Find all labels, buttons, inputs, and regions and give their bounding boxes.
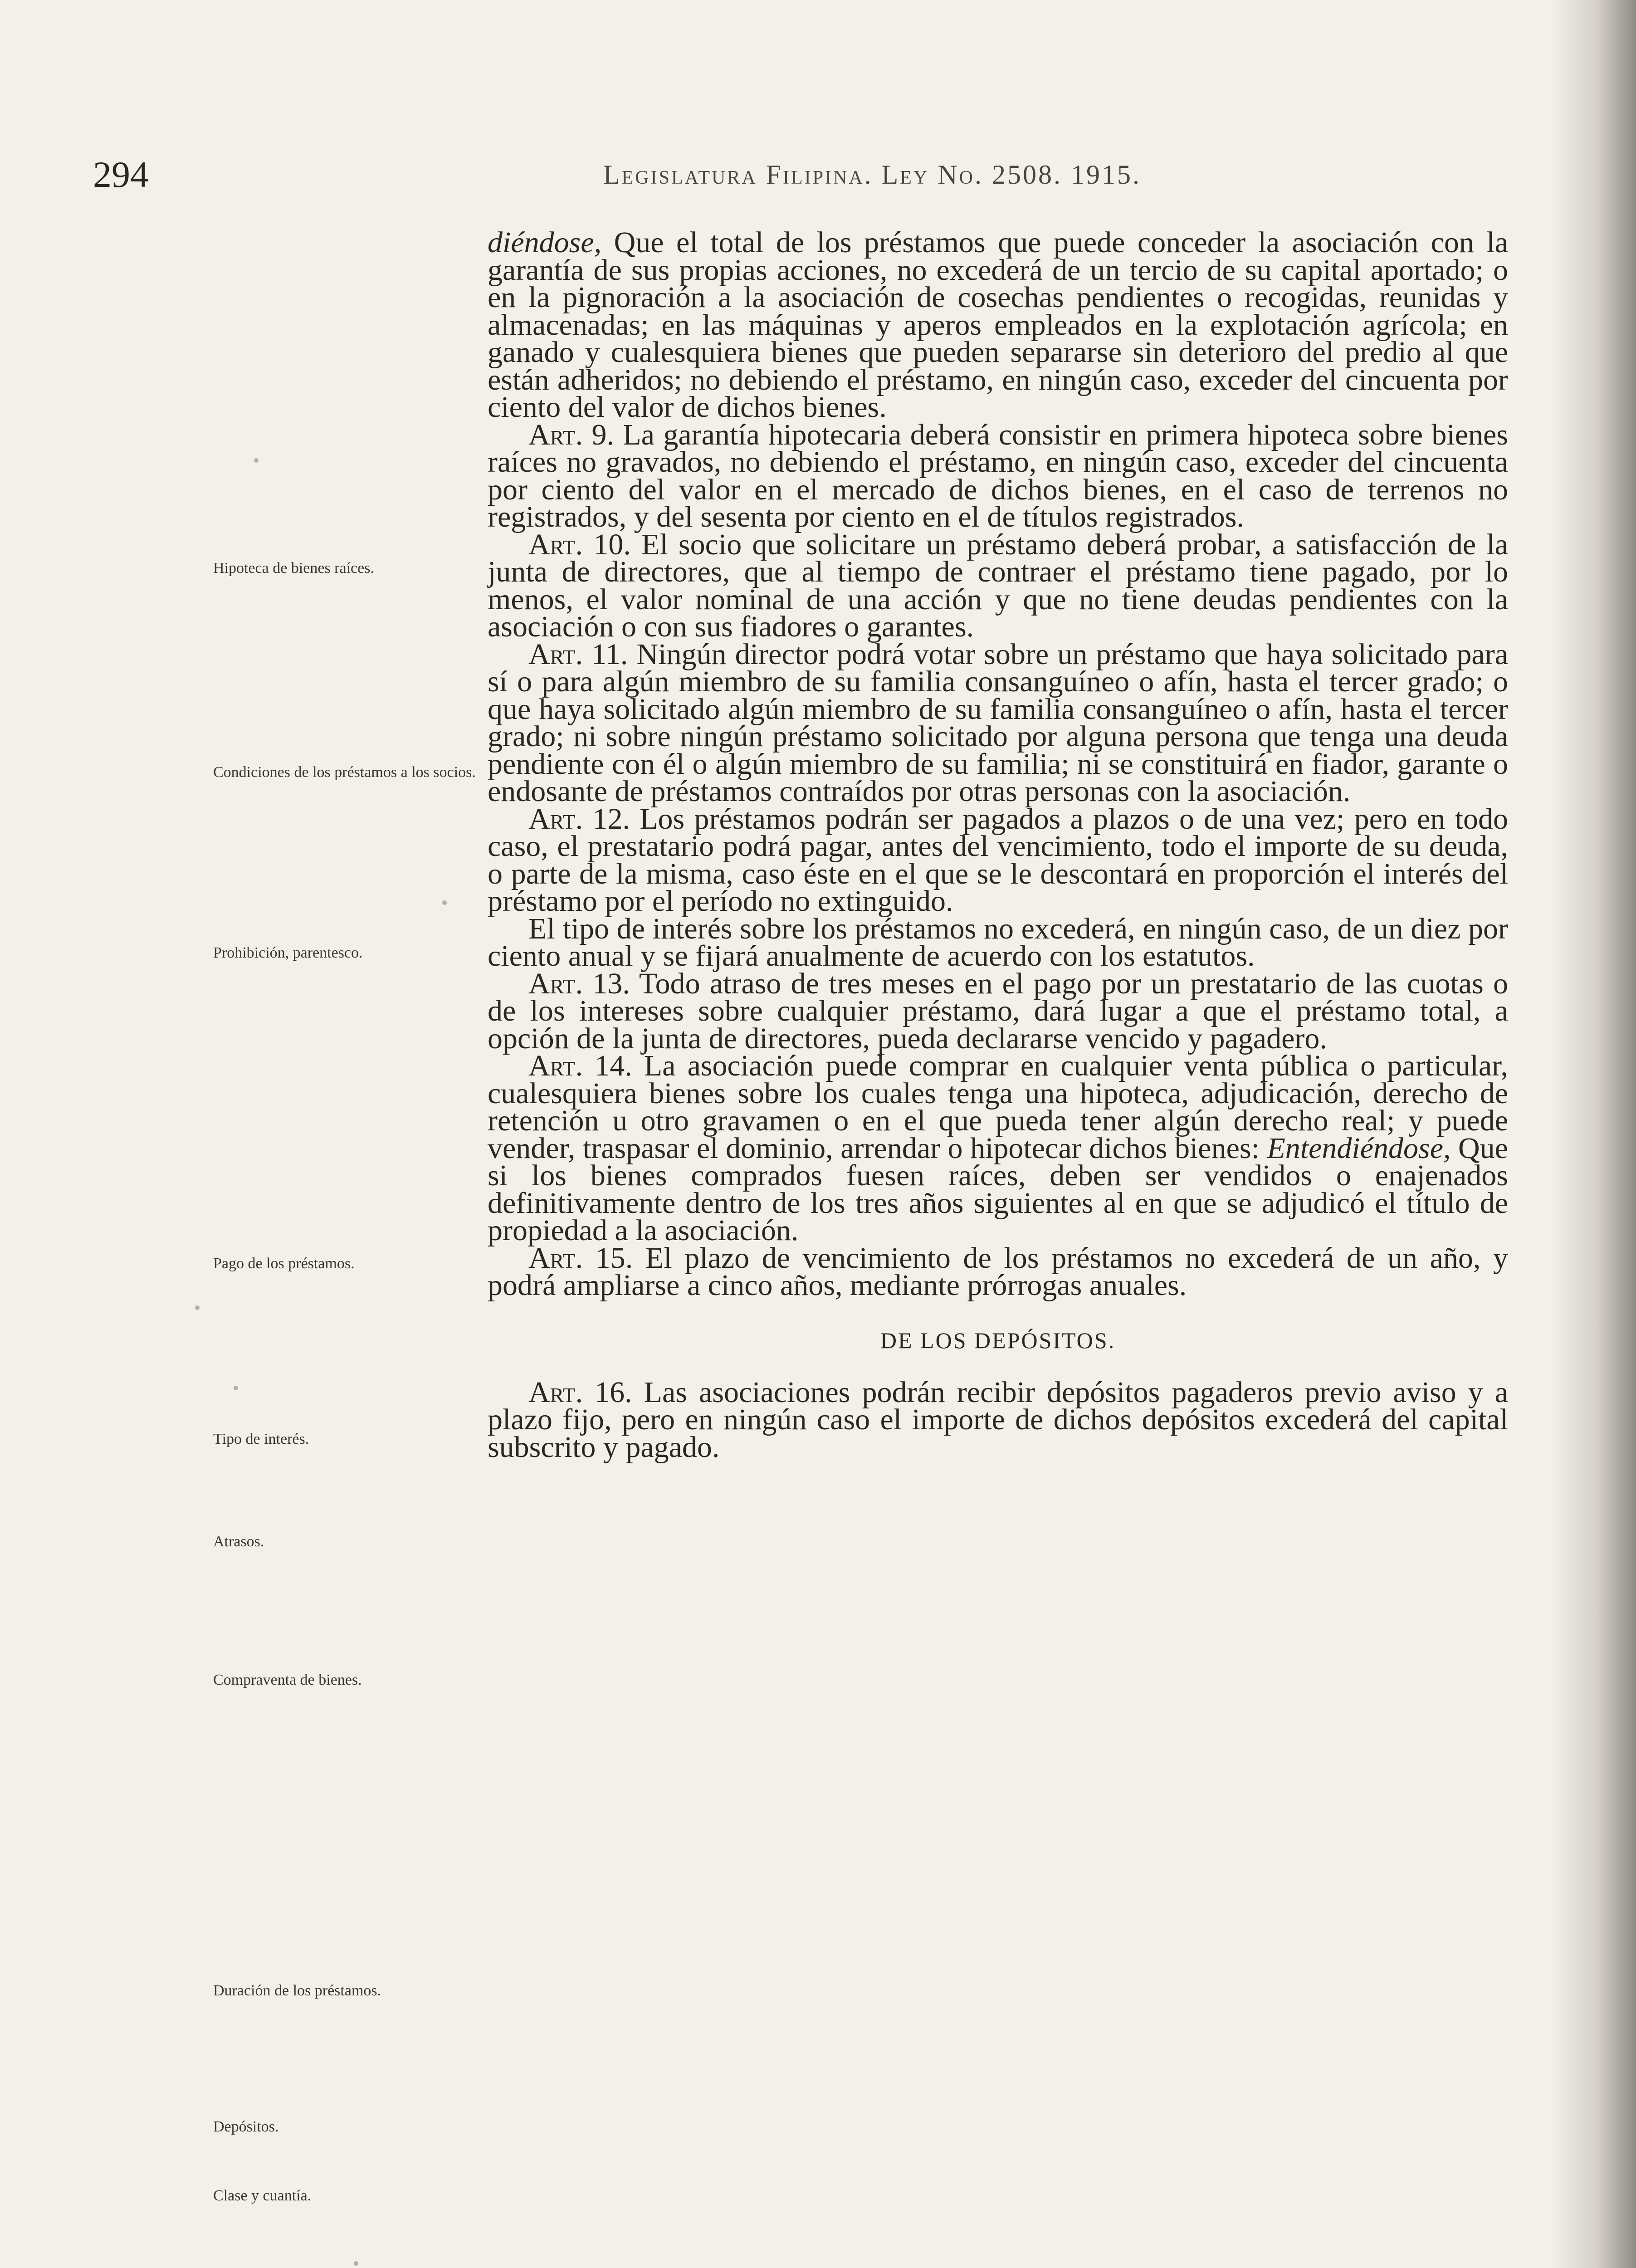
article-11 [488,637,1508,808]
paragraph-continuation [488,226,1508,424]
article-9 [488,418,1508,533]
article-16 [488,1375,1509,1464]
italic-term: diéndose, [488,226,602,259]
margin-note-condiciones: Condiciones de los préstamos a los socios. [213,764,476,781]
margin-note-clase-cuantia: Clase y cuantía. [213,2187,312,2204]
article-label: Art. 12. [528,802,630,836]
article-label: Art. 16. [528,1375,632,1409]
margin-note-depositos: Depósitos. [213,2118,279,2135]
italic-term: Entendiéndose, [1267,1131,1451,1165]
main-text [488,226,1509,1464]
page-number: 294 [93,154,149,195]
paper-speck [442,900,447,905]
article-text: El socio que solicitare un préstamo deberá probar, a satisfacción de la junta de directores, que al tiempo de contraer el préstamo tiene pagado, por lo menos, el valor nominal de una acción y que no tiene deudas pendientes con la asociación o con sus fiadores o garantes. [488,528,1508,643]
paper-speck [195,1305,200,1310]
margin-note-prohibicion: Prohibición, parentesco. [213,944,363,961]
margin-note-compraventa: Compraventa de bienes. [213,1672,362,1688]
page-edge-shadow [1550,0,1636,2268]
article-label: Art. 15. [528,1241,633,1275]
article-15 [488,1241,1508,1302]
paragraph-text: El tipo de interés sobre los préstamos no excederá, en ningún caso, de un diez por ciento anual y se fijará anualmente de acuerdo con los estatutos. [488,912,1508,973]
running-head: Legislatura Filipina. Ley No. 2508. 1915. [603,160,1141,190]
margin-note-pago: Pago de los préstamos. [213,1255,355,1272]
interest-paragraph [488,912,1508,973]
article-label: Art. 9. [528,418,615,451]
article-10 [488,528,1508,643]
article-text: Todo atraso de tres meses en el pago por un prestatario de las cuotas o de los intereses sobre cualquier préstamo, dará lugar a que el préstamo total, a opción de la junta de directores, pueda declararse vencido y pagadero. [488,967,1509,1055]
article-text: La asociación puede comprar en cualquier venta pública o particular, cualesquiera bienes sobre los cuales tenga una hipoteca, adjudicación, derecho de retención u otro gravamen o en el que pueda tener algún derecho real; y puede vender, traspasar el dominio, arrendar o hipotecar dichos bienes: [488,1049,1508,1165]
margin-note-hipoteca: Hipoteca de bienes raíces. [213,560,374,577]
section-heading: DE LOS DEPÓSITOS. [880,1327,1116,1353]
article-label: Art. 13. [528,967,630,1000]
margin-notes [213,0,485,2268]
paragraph-text: Que el total de los préstamos que puede conceder la asociación con la garantía de sus propias acciones, no excederá de un tercio de su capital aportado; o en la pignoración a la asociación de cosechas pendientes o recogidas, reunidas y almacenadas; en las máquinas y aperos empleados en la explotación agrícola; en ganado y cualesquiera bienes que pueden separarse sin deterioro del predio al que están adheridos; no debiendo el préstamo, en ningún caso, exceder del cincuenta por ciento del valor de dichos bienes. [488,226,1508,424]
margin-note-duracion: Duración de los préstamos. [213,1982,381,1999]
margin-note-atrasos: Atrasos. [213,1533,264,1550]
article-text-continued: Que si los bienes comprados fuesen raíces, deben ser vendidos o enajenados definitivamente dentro de los tres años siguientes al en que se adjudicó el título de propiedad a la asociación. [488,1131,1508,1247]
margin-note-tipo-interes: Tipo de interés. [213,1431,309,1447]
article-label: Art. 11. [528,637,628,671]
article-13 [488,967,1509,1055]
article-label: Art. 14. [528,1049,632,1082]
article-text: Ningún director podrá votar sobre un préstamo que haya solicitado para sí o para algún miembro de su familia consanguíneo o afín, hasta el tercer grado; o que haya solicitado algún miembro de su familia consanguíneo o afín, hasta el tercer grado; ni sobre ningún préstamo solicitado por alguna persona que tenga una deuda pendiente con él o algún miembro de su familia; ni se constituirá en fiador, garante o endosante de préstamos contraídos por otras personas con la asociación. [488,637,1508,808]
article-label: Art. 10. [528,528,631,561]
article-text: La garantía hipotecaria deberá consistir en primera hipoteca sobre bienes raíces no gravados, no debiendo el préstamo, en ningún caso, exceder del cincuenta por ciento del valor en el mercado de dichos bienes, en el caso de terrenos no registrados, y del sesenta por ciento en el de títulos registrados. [488,418,1508,533]
paper-speck [254,458,259,463]
article-text: El plazo de vencimiento de los préstamos no excederá de un año, y podrá ampliarse a cinco años, mediante prórrogas anuales. [488,1241,1508,1302]
paper-speck [354,2261,358,2266]
paper-speck [234,1386,238,1390]
article-12 [488,802,1509,918]
article-text: Los préstamos podrán ser pagados a plazos o de una vez; pero en todo caso, el prestatario podrá pagar, antes del vencimiento, todo el importe de su deuda, o parte de la misma, caso éste en el que se le descontará en proporción el interés del préstamo por el período no extinguido. [488,802,1509,918]
article-14 [488,1049,1508,1247]
article-text: Las asociaciones podrán recibir depósitos pagaderos previo aviso y a plazo fijo, pero en ningún caso el importe de dichos depósitos excederá del capital subscrito y pagado. [488,1375,1509,1464]
